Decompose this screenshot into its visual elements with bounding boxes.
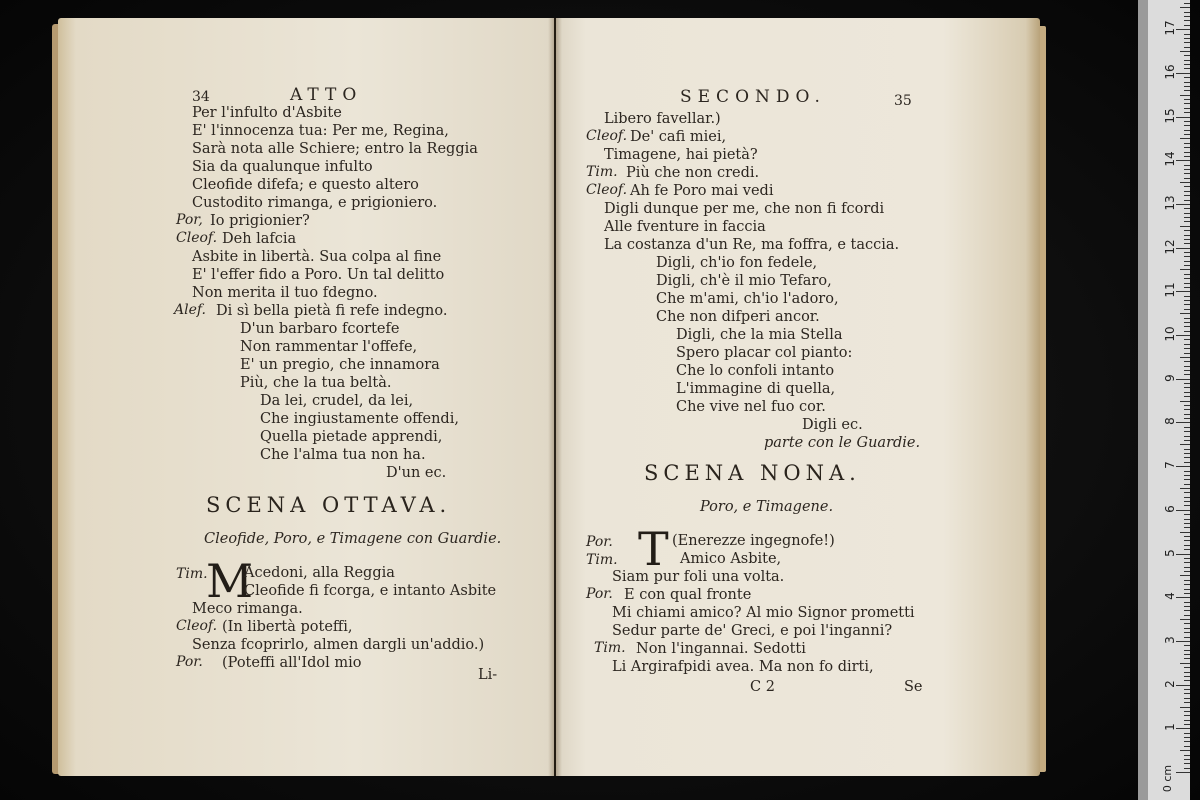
ruler-tick (1184, 475, 1190, 476)
ruler-tick (1184, 431, 1190, 432)
ruler-tick (1184, 737, 1190, 738)
speaker-label: Cleof. (176, 230, 218, 246)
ruler-number: 10 (1163, 326, 1177, 342)
ruler-number: 6 (1163, 504, 1177, 513)
ruler-tick (1184, 47, 1190, 48)
ruler-tick (1184, 366, 1190, 367)
text-line: (In libertà poteffi, (222, 619, 353, 635)
ruler-tick (1176, 248, 1190, 249)
ruler-tick (1184, 200, 1190, 201)
ruler-tick (1184, 733, 1190, 734)
ruler-tick (1184, 108, 1190, 109)
ruler-tick (1184, 77, 1190, 78)
page-number-left: 34 (192, 89, 210, 105)
ruler-tick (1184, 610, 1190, 611)
ruler-tick (1184, 414, 1190, 415)
running-head-left: ATTO (290, 85, 363, 105)
ruler-tick (1176, 204, 1190, 205)
ruler-tick (1180, 750, 1190, 751)
ruler-tick (1180, 444, 1190, 445)
text-line: Che l'alma tua non ha. (260, 447, 426, 463)
text-line: Non merita il tuo fdegno. (192, 285, 378, 301)
text-line: Alle fventure in faccia (604, 219, 766, 235)
ruler-tick (1184, 628, 1190, 629)
ruler-tick (1176, 510, 1190, 511)
ruler-tick (1184, 64, 1190, 65)
ruler-tick (1184, 12, 1190, 13)
ruler-tick (1184, 501, 1190, 502)
ruler-edge-strip (1138, 0, 1148, 800)
ruler-tick (1184, 112, 1190, 113)
ruler-tick (1176, 73, 1190, 74)
ruler-tick (1184, 514, 1190, 515)
ruler-tick (1176, 291, 1190, 292)
ruler-tick (1184, 82, 1190, 83)
stage-direction: parte con le Guardie. (764, 435, 921, 451)
ruler-tick (1184, 505, 1190, 506)
ruler-tick (1184, 746, 1190, 747)
ruler-number: 4 (1163, 592, 1177, 601)
text-line: Asbite in libertà. Sua colpa al fine (192, 249, 442, 265)
ruler-tick (1184, 287, 1190, 288)
ruler-tick (1184, 300, 1190, 301)
ruler-tick (1184, 549, 1190, 550)
ruler-tick (1184, 322, 1190, 323)
ruler-tick (1184, 645, 1190, 646)
ruler-tick (1184, 274, 1190, 275)
ruler-tick (1184, 353, 1190, 354)
ruler-tick (1180, 575, 1190, 576)
text-line: Deh lafcia (222, 231, 297, 247)
text-line: Senza fcoprirlo, almen dargli un'addio.) (192, 637, 485, 653)
catchword-left: Li- (478, 667, 498, 683)
ruler-tick (1184, 680, 1190, 681)
text-line: L'immagine di quella, (676, 381, 836, 397)
ruler-number: 13 (1163, 195, 1177, 211)
text-line: (Poteffi all'Idol mio (222, 655, 362, 671)
text-line: Più, che la tua beltà. (240, 375, 392, 391)
ruler-tick (1184, 418, 1190, 419)
ruler-tick (1176, 160, 1190, 161)
speaker-label: Cleof. (176, 618, 218, 634)
ruler-tick (1184, 759, 1190, 760)
text-line: Digli dunque per me, che non fi fcordi (604, 201, 885, 217)
ruler-tick (1184, 261, 1190, 262)
ruler-tick (1184, 213, 1190, 214)
ruler-tick (1184, 519, 1190, 520)
drop-cap: M (206, 554, 254, 608)
page-number-right: 35 (894, 93, 912, 109)
text-line: E' l'effer fido a Poro. Un tal delitto (192, 267, 445, 283)
text-line: Più che non credi. (626, 165, 760, 181)
ruler-tick (1184, 711, 1190, 712)
text-line: Siam pur foli una volta. (612, 569, 785, 585)
ruler-tick (1184, 396, 1190, 397)
ruler-tick (1176, 117, 1190, 118)
ruler-tick (1184, 698, 1190, 699)
speaker-label: Por, (176, 212, 203, 228)
text-line: Che ingiustamente offendi, (260, 411, 459, 427)
ruler-tick (1180, 7, 1190, 8)
ruler-tick (1184, 304, 1190, 305)
ruler-tick (1184, 143, 1190, 144)
ruler-tick (1184, 623, 1190, 624)
text-line: Ah fe Poro mai vedi (630, 183, 774, 199)
ruler-tick (1184, 374, 1190, 375)
ruler-tick (1184, 589, 1190, 590)
ruler-tick (1184, 217, 1190, 218)
ruler-tick (1184, 42, 1190, 43)
ruler-tick (1184, 331, 1190, 332)
text-line: Non l'ingannai. Sedotti (636, 641, 806, 657)
ruler-tick (1184, 383, 1190, 384)
ruler-tick (1180, 138, 1190, 139)
ruler-unit-label: 0 cm (1161, 764, 1175, 793)
ruler-tick (1184, 462, 1190, 463)
ruler-tick (1180, 401, 1190, 402)
ruler-tick (1184, 667, 1190, 668)
text-line: D'un ec. (386, 465, 447, 481)
ruler-tick (1184, 540, 1190, 541)
ruler-tick (1180, 182, 1190, 183)
ruler-tick (1184, 527, 1190, 528)
ruler-tick (1184, 567, 1190, 568)
ruler-tick (1184, 99, 1190, 100)
ruler-tick (1180, 51, 1190, 52)
ruler-tick (1184, 243, 1190, 244)
ruler-tick (1184, 152, 1190, 153)
text-line: D'un barbaro fcortefe (240, 321, 400, 337)
ruler-tick (1176, 379, 1190, 380)
ruler-number: 16 (1163, 64, 1177, 80)
ruler-tick (1184, 471, 1190, 472)
text-line: Per l'infulto d'Asbite (192, 105, 342, 121)
speaker-label: Por. (586, 586, 613, 602)
text-line: Li Argirafpidi avea. Ma non fo dirti, (612, 659, 874, 675)
scene-title: SCENA NONA. (644, 461, 861, 485)
ruler-tick (1184, 90, 1190, 91)
ruler-number: 17 (1163, 20, 1177, 36)
speaker-label: Alef. (174, 302, 207, 318)
ruler-tick (1184, 230, 1190, 231)
speaker-label: Cleof. (586, 182, 628, 198)
text-line: Timagene, hai pietà? (604, 147, 758, 163)
text-line: La costanza d'un Re, ma foffra, e taccia. (604, 237, 900, 253)
signature-mark: C 2 (750, 679, 775, 695)
ruler-tick (1184, 497, 1190, 498)
ruler-number: 8 (1163, 417, 1177, 426)
ruler-tick (1184, 125, 1190, 126)
speaker-label: Tim. (594, 640, 626, 656)
ruler-tick (1180, 619, 1190, 620)
ruler-tick (1184, 654, 1190, 655)
text-line: Che non difperi ancor. (656, 309, 820, 325)
catchword-right: Se (904, 679, 923, 695)
scene-cast: Cleofide, Poro, e Timagene con Guardie. (204, 531, 502, 547)
ruler-tick (1184, 361, 1190, 362)
running-head-right: SECONDO. (680, 87, 826, 107)
ruler-tick (1184, 562, 1190, 563)
speaker-label: Por. (586, 534, 613, 550)
ruler-tick (1184, 186, 1190, 187)
ruler-tick (1176, 728, 1190, 729)
ruler-tick (1184, 741, 1190, 742)
ruler-tick (1184, 440, 1190, 441)
ruler-tick (1184, 702, 1190, 703)
ruler-tick (1176, 597, 1190, 598)
text-line: Meco rimanga. (192, 601, 303, 617)
speaker-label: Tim. (586, 164, 618, 180)
text-line: Che lo confoli intanto (676, 363, 835, 379)
ruler-tick (1176, 335, 1190, 336)
ruler-tick (1176, 29, 1190, 30)
ruler-tick (1184, 637, 1190, 638)
ruler-tick (1184, 221, 1190, 222)
ruler-number: 14 (1163, 151, 1177, 167)
ruler-tick (1184, 606, 1190, 607)
ruler-tick (1184, 86, 1190, 87)
ruler-tick (1184, 348, 1190, 349)
ruler-tick (1184, 768, 1190, 769)
ruler-tick (1184, 25, 1190, 26)
ruler-tick (1184, 191, 1190, 192)
ruler-number: 3 (1163, 636, 1177, 644)
text-line: Di sì bella pietà fi refe indegno. (216, 303, 448, 319)
ruler-tick (1184, 55, 1190, 56)
ruler-tick (1184, 405, 1190, 406)
ruler-tick (1184, 344, 1190, 345)
ruler-tick (1184, 165, 1190, 166)
ruler-tick (1184, 20, 1190, 21)
ruler-tick (1184, 173, 1190, 174)
ruler-tick (1184, 693, 1190, 694)
text-line: Cleofide difefa; e questo altero (192, 177, 419, 193)
ruler-tick (1184, 632, 1190, 633)
ruler-number: 1 (1163, 723, 1177, 732)
drop-cap: T (638, 522, 669, 576)
text-line: Libero favellar.) (604, 111, 721, 127)
text-line: (Enerezze ingegnofe!) (672, 533, 835, 549)
ruler-tick (1184, 156, 1190, 157)
text-line: E' un pregio, che innamora (240, 357, 440, 373)
ruler-tick (1184, 309, 1190, 310)
ruler-tick (1184, 715, 1190, 716)
ruler-tick (1184, 536, 1190, 537)
ruler-tick (1184, 593, 1190, 594)
ruler-tick (1184, 296, 1190, 297)
ruler-tick (1184, 392, 1190, 393)
ruler-tick (1180, 95, 1190, 96)
ruler-tick (1184, 134, 1190, 135)
ruler-tick (1184, 265, 1190, 266)
ruler-tick (1184, 278, 1190, 279)
text-line: Cleofide fi fcorga, e intanto Asbite (244, 583, 497, 599)
ruler-tick (1184, 479, 1190, 480)
ruler-tick (1176, 554, 1190, 555)
speaker-label: Cleof. (586, 128, 628, 144)
speaker-label: Por. (176, 654, 203, 670)
ruler-tick (1184, 763, 1190, 764)
text-line: Che vive nel fuo cor. (676, 399, 826, 415)
text-line: Che m'ami, ch'io l'adoro, (656, 291, 839, 307)
ruler-tick (1184, 103, 1190, 104)
ruler-tick (1184, 571, 1190, 572)
ruler-tick (1180, 488, 1190, 489)
ruler-tick (1184, 427, 1190, 428)
text-line: Custodito rimanga, e prigioniero. (192, 195, 438, 211)
ruler-tick (1180, 532, 1190, 533)
ruler-tick (1180, 269, 1190, 270)
text-line: Digli ec. (802, 417, 863, 433)
ruler-tick (1184, 436, 1190, 437)
ruler-tick (1184, 283, 1190, 284)
ruler-tick (1184, 584, 1190, 585)
text-line: Mi chiami amico? Al mio Signor prometti (612, 605, 915, 621)
ruler-tick (1184, 239, 1190, 240)
ruler-tick (1184, 68, 1190, 69)
open-book (58, 18, 1046, 782)
scene-cast: Poro, e Timagene. (700, 499, 834, 515)
text-line: De' cafi miei, (630, 129, 727, 145)
ruler-tick (1184, 178, 1190, 179)
ruler-tick (1184, 34, 1190, 35)
ruler-number: 11 (1163, 282, 1177, 298)
text-line: Io prigionier? (210, 213, 310, 229)
ruler-tick (1184, 492, 1190, 493)
ruler-tick (1184, 256, 1190, 257)
text-line: E con qual fronte (624, 587, 752, 603)
ruler-tick (1184, 38, 1190, 39)
speaker-label: Tim. (176, 566, 208, 582)
text-line: Non rammentar l'offefe, (240, 339, 418, 355)
scene-title: SCENA OTTAVA. (206, 493, 452, 517)
ruler-tick (1184, 370, 1190, 371)
ruler-number: 9 (1163, 373, 1177, 382)
ruler-tick (1184, 523, 1190, 524)
ruler-tick (1176, 466, 1190, 467)
text-line: Digli, ch'è il mio Tefaro, (656, 273, 832, 289)
text-line: Quella pietade apprendi, (260, 429, 443, 445)
ruler-tick (1180, 663, 1190, 664)
ruler-tick (1184, 580, 1190, 581)
text-line: Sedur parte de' Greci, e poi l'inganni? (612, 623, 893, 639)
ruler-number: 7 (1163, 461, 1177, 469)
ruler-tick (1184, 130, 1190, 131)
ruler-tick (1184, 689, 1190, 690)
ruler-tick (1184, 558, 1190, 559)
speaker-label: Tim. (586, 552, 618, 568)
ruler-number: 5 (1163, 548, 1177, 557)
ruler-tick (1180, 226, 1190, 227)
text-line: Sarà nota alle Schiere; entro la Reggia (192, 141, 478, 157)
ruler-tick (1184, 208, 1190, 209)
text-line: Da lei, crudel, da lei, (260, 393, 414, 409)
ruler-tick (1184, 457, 1190, 458)
text-line: Digli, che la mia Stella (676, 327, 843, 343)
ruler-tick (1184, 658, 1190, 659)
text-line: Spero placar col pianto: (676, 345, 853, 361)
ruler-tick (1184, 449, 1190, 450)
ruler-tick (1184, 318, 1190, 319)
text-line: E' l'innocenza tua: Per me, Regina, (192, 123, 449, 139)
ruler-tick (1184, 195, 1190, 196)
ruler-tick (1184, 602, 1190, 603)
ruler-tick (1184, 409, 1190, 410)
ruler-tick (1184, 147, 1190, 148)
ruler-tick (1184, 121, 1190, 122)
ruler-tick (1184, 672, 1190, 673)
ruler-tick (1184, 724, 1190, 725)
ruler-tick (1184, 545, 1190, 546)
ruler-tick (1176, 641, 1190, 642)
ruler-tick (1184, 676, 1190, 677)
text-line: Sia da qualunque infulto (192, 159, 373, 175)
book-gutter (548, 18, 562, 776)
ruler-tick (1180, 313, 1190, 314)
ruler-tick (1180, 707, 1190, 708)
ruler-tick (1184, 484, 1190, 485)
ruler-tick (1184, 755, 1190, 756)
ruler-tick (1184, 252, 1190, 253)
text-line: Amico Asbite, (680, 551, 782, 567)
ruler-tick (1184, 60, 1190, 61)
ruler-tick (1184, 387, 1190, 388)
ruler-tick (1180, 357, 1190, 358)
ruler-tick (1184, 650, 1190, 651)
ruler-tick (1184, 720, 1190, 721)
left-page (58, 18, 554, 776)
ruler-tick (1184, 339, 1190, 340)
ruler-tick (1184, 235, 1190, 236)
ruler-tick (1184, 169, 1190, 170)
right-page (556, 18, 1040, 776)
ruler-tick (1176, 685, 1190, 686)
ruler-number: 15 (1163, 107, 1177, 124)
ruler-tick (1184, 3, 1190, 4)
ruler-number: 2 (1163, 679, 1177, 688)
ruler-tick (1184, 453, 1190, 454)
text-line: Acedoni, alla Reggia (244, 565, 395, 581)
ruler-tick (1176, 772, 1190, 773)
ruler-tick (1184, 16, 1190, 17)
ruler-tick (1176, 422, 1190, 423)
ruler-tick (1184, 615, 1190, 616)
text-line: Digli, ch'io fon fedele, (656, 255, 818, 271)
ruler-number: 12 (1163, 238, 1177, 255)
ruler-tick (1184, 326, 1190, 327)
measuring-ruler (1138, 0, 1190, 800)
